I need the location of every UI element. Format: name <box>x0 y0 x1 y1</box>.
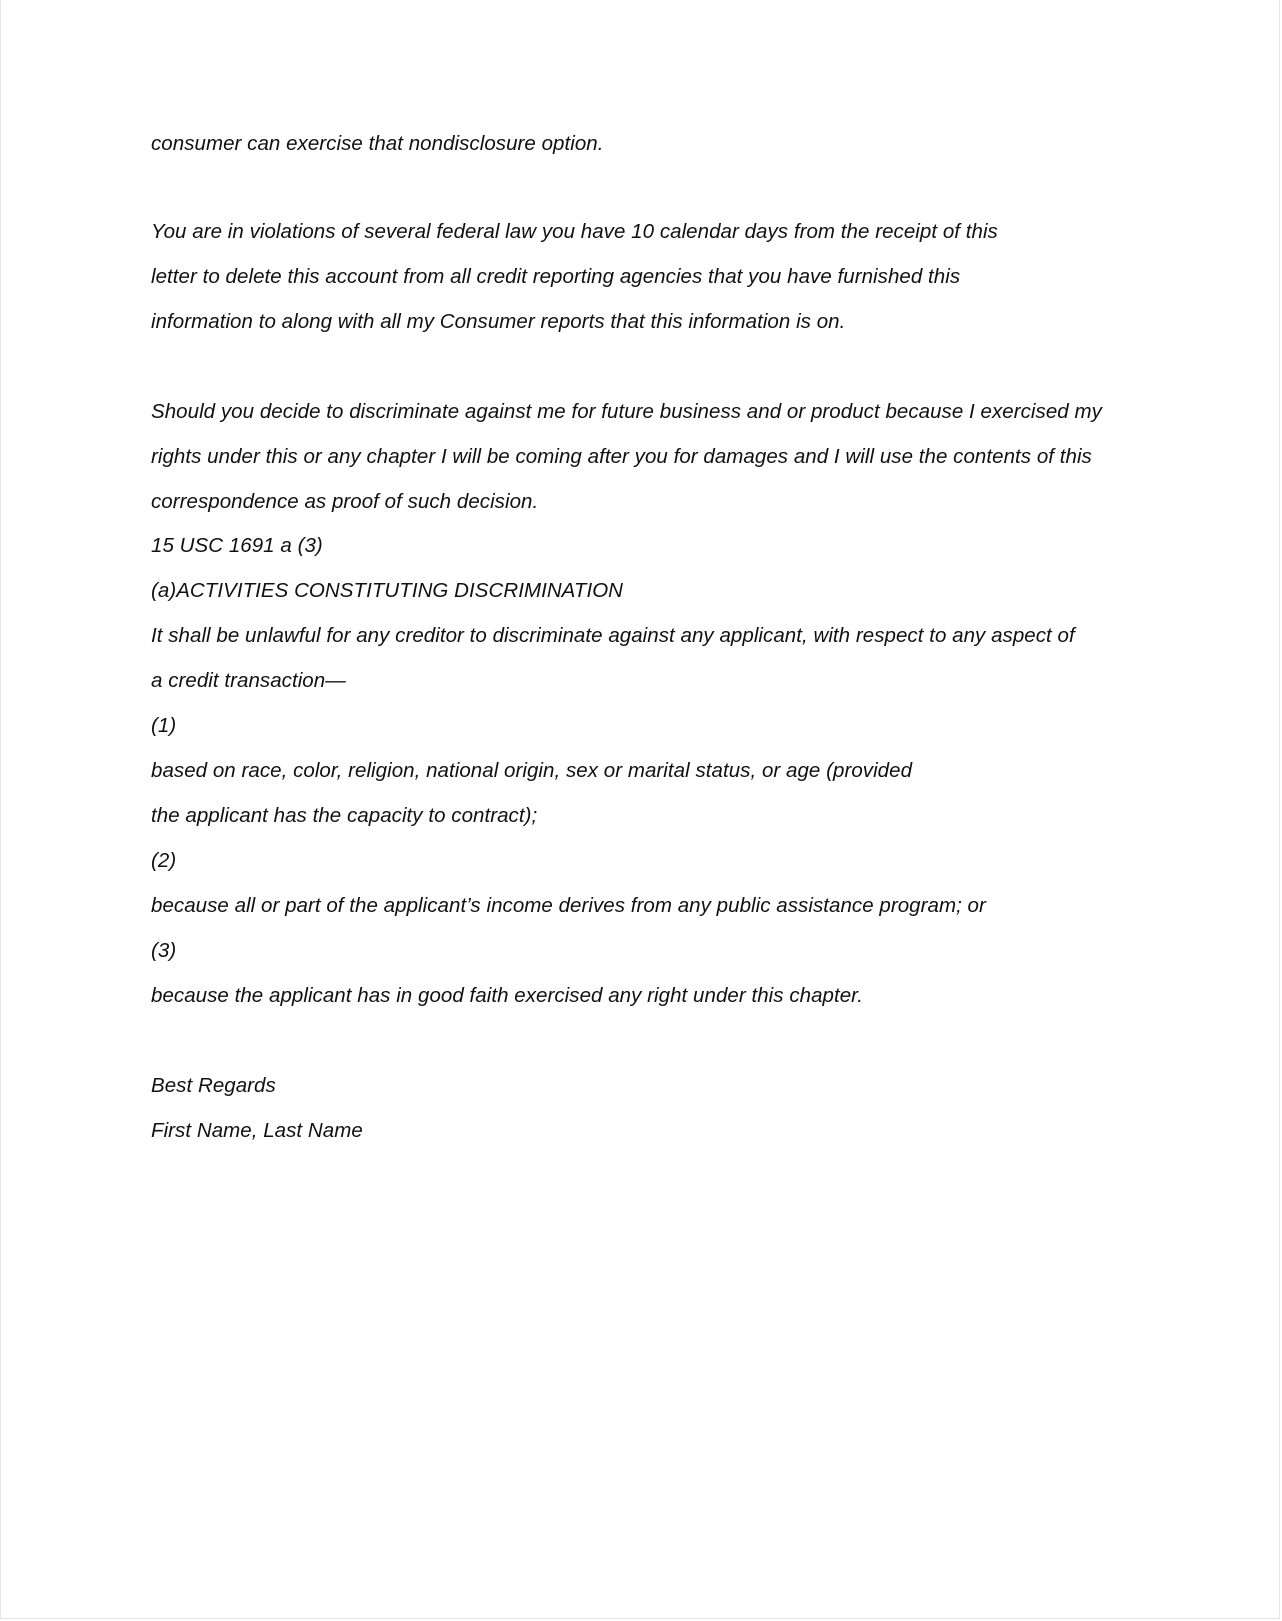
statute-item-number: (1) <box>151 714 177 737</box>
paragraph-line: letter to delete this account from all credit reporting agencies that you have furnished this <box>151 265 961 288</box>
signature-name: First Name, Last Name <box>151 1119 363 1142</box>
paragraph-line: correspondence as proof of such decision. <box>151 490 539 513</box>
statute-item-line: the applicant has the capacity to contract); <box>151 804 538 827</box>
closing-salutation: Best Regards <box>151 1074 276 1097</box>
statute-item-number: (3) <box>151 939 177 962</box>
statute-item-line: because all or part of the applicant’s income derives from any public assistance program; or <box>151 894 986 917</box>
statute-intro-line: It shall be unlawful for any creditor to discriminate against any applicant, with respect to any aspect of <box>151 624 1075 647</box>
paragraph-line: Should you decide to discriminate against me for future business and or product because I exercised my <box>151 400 1102 423</box>
statute-item-number: (2) <box>151 849 177 872</box>
paragraph-line: consumer can exercise that nondisclosure option. <box>151 132 604 155</box>
statute-intro-line: a credit transaction— <box>151 669 346 692</box>
statute-citation: 15 USC 1691 a (3) <box>151 534 323 557</box>
statute-heading: (a)ACTIVITIES CONSTITUTING DISCRIMINATION <box>151 579 624 602</box>
paragraph-line: rights under this or any chapter I will be coming after you for damages and I will use the contents of this <box>151 445 1092 468</box>
paragraph-line: You are in violations of several federal law you have 10 calendar days from the receipt of this <box>151 220 998 243</box>
statute-item-line: because the applicant has in good faith exercised any right under this chapter. <box>151 984 864 1007</box>
statute-item-line: based on race, color, religion, national origin, sex or marital status, or age (provided <box>151 759 913 782</box>
paragraph-line: information to along with all my Consumer reports that this information is on. <box>151 310 846 333</box>
